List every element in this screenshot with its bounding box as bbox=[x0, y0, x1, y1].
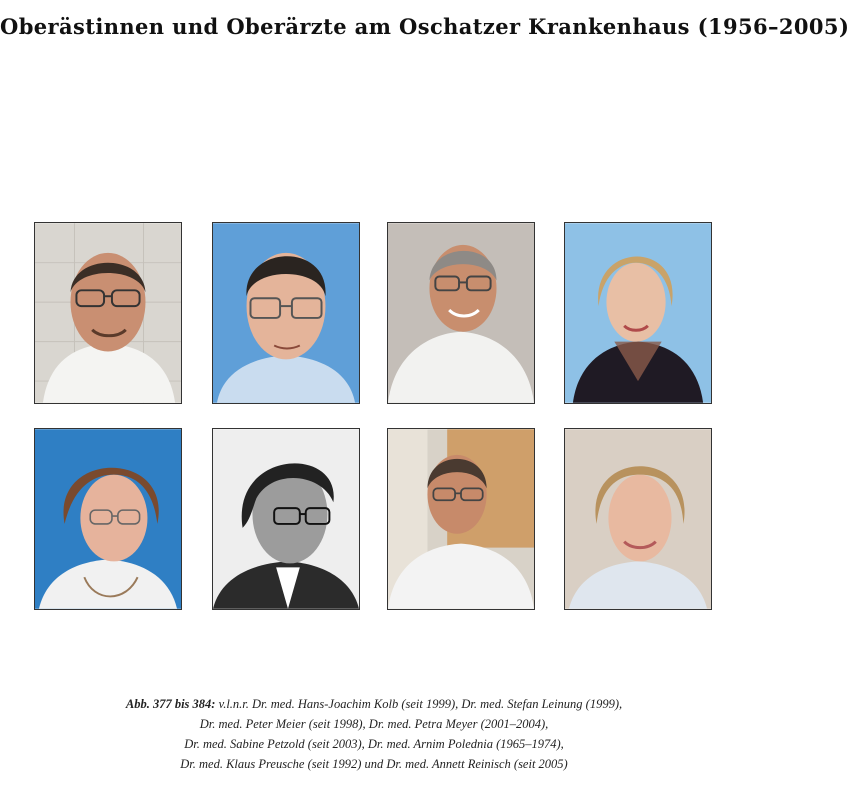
portrait-image-8 bbox=[565, 429, 711, 609]
caption-line-1 bbox=[0, 694, 748, 714]
portrait-image-7 bbox=[388, 429, 534, 609]
portrait-photo-4 bbox=[564, 222, 712, 404]
portrait-photo-7 bbox=[387, 428, 535, 610]
portrait-photo-6 bbox=[212, 428, 360, 610]
portrait-image-1 bbox=[35, 223, 181, 403]
portrait-photo-5 bbox=[34, 428, 182, 610]
portrait-photo-1 bbox=[34, 222, 182, 404]
figure-caption bbox=[0, 694, 748, 774]
page-title: Oberästinnen und Oberärzte am Oschatzer Krankenhaus (1956–2005) bbox=[0, 14, 849, 39]
portrait-image-6 bbox=[213, 429, 359, 609]
portrait-image-2 bbox=[213, 223, 359, 403]
caption-line-1-text: v.l.n.r. Dr. med. Hans-Joachim Kolb (seit 1999), Dr. med. Stefan Leinung (1999), bbox=[215, 697, 623, 711]
portrait-photo-8 bbox=[564, 428, 712, 610]
caption-line-3: Dr. med. Sabine Petzold (seit 2003), Dr. med. Arnim Polednia (1965–1974), bbox=[184, 737, 564, 751]
caption-line-2: Dr. med. Peter Meier (seit 1998), Dr. med. Petra Meyer (2001–2004), bbox=[199, 717, 549, 731]
portrait-image-4 bbox=[565, 223, 711, 403]
portrait-image-3 bbox=[388, 223, 534, 403]
portrait-photo-3 bbox=[387, 222, 535, 404]
portrait-photo-2 bbox=[212, 222, 360, 404]
caption-line-4: Dr. med. Klaus Preusche (seit 1992) und Dr. med. Annett Reinisch (seit 2005) bbox=[180, 757, 568, 771]
portrait-image-5 bbox=[35, 429, 181, 609]
caption-lead: Abb. 377 bis 384: bbox=[125, 697, 216, 711]
